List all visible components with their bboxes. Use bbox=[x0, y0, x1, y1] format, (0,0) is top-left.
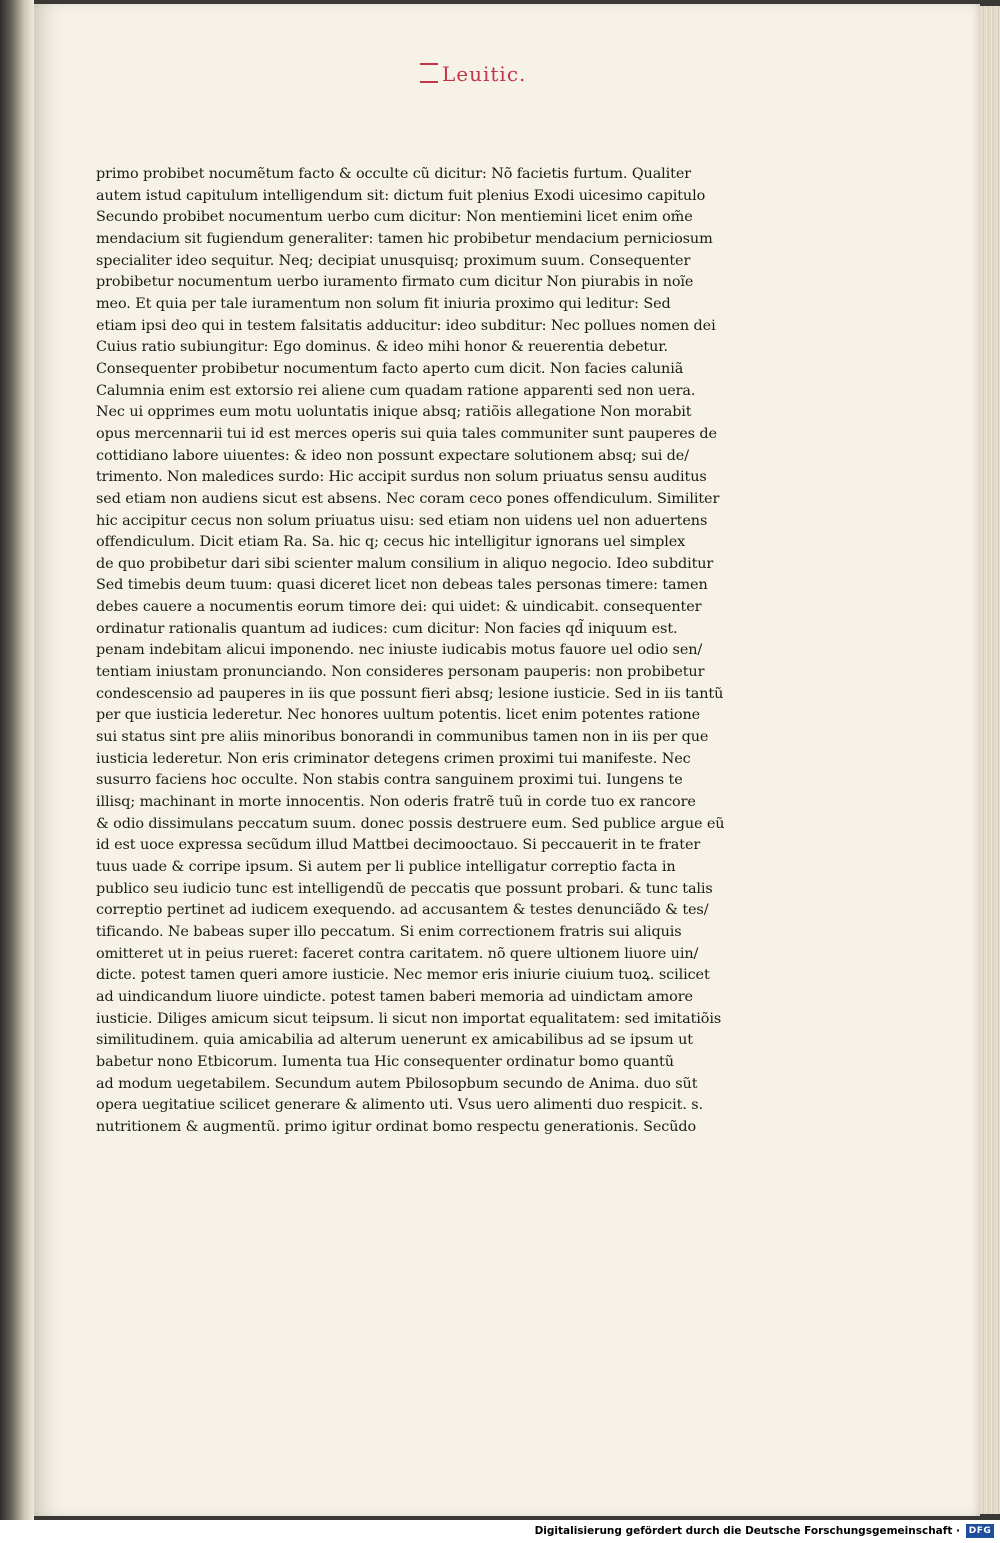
text-line: susurro faciens hoc occulte. Non stabis contra sanguinem proximi tui. Iungens te bbox=[96, 772, 683, 789]
text-line: sed etiam non audiens sicut est absens. Nec coram ceco pones offendiculum. Similiter bbox=[96, 490, 720, 507]
text-line: Consequenter probibetur nocumentum facto aperto cum dicit. Non facies caluniã bbox=[96, 360, 684, 377]
rubricated-initial bbox=[420, 63, 438, 83]
body-text bbox=[96, 164, 736, 1139]
running-head-text: Leuitic. bbox=[442, 62, 527, 86]
text-line: hic accipitur cecus non solum priuatus uisu: sed etiam non uidens uel non aduertens bbox=[96, 512, 708, 529]
footer-credit-bar bbox=[0, 1520, 1000, 1543]
text-line: ordinatur rationalis quantum ad iudices: cum dicitur: Non facies qd̃ iniquum est. bbox=[96, 620, 678, 637]
text-line: & odio dissimulans peccatum suum. donec possis destruere eum. Sed publice argue eũ bbox=[96, 815, 725, 832]
text-line: opus mercennarii tui id est merces operis sui quia tales communiter sunt pauperes de bbox=[96, 425, 717, 442]
facing-page-edge bbox=[0, 0, 34, 1520]
text-line: de quo probibetur dari sibi scienter malum consilium in aliquo negocio. Ideo subditur bbox=[96, 555, 714, 572]
text-line: sui status sint pre aliis minoribus bonorandi in communibus tamen non in iis per que bbox=[96, 729, 709, 746]
text-line: id est uoce expressa secũdum illud Mattbei decimooctauo. Si peccauerit in te frater bbox=[96, 837, 701, 854]
book-page bbox=[34, 4, 980, 1516]
text-line: ad uindicandum liuore uindicte. potest tamen baberi memoria ad uindictam amore bbox=[96, 988, 693, 1005]
text-line: Nec ui opprimes eum motu uoluntatis inique absq; ratiõis allegatione Non morabit bbox=[96, 404, 692, 421]
text-line: illisq; machinant in morte innocentis. Non oderis fratrẽ tuũ in corde tuo ex rancore bbox=[96, 794, 696, 811]
text-line: Calumnia enim est extorsio rei aliene cum quadam ratione apparenti sed non uera. bbox=[96, 382, 696, 399]
text-line: autem istud capitulum intelligendum sit: dictum fuit plenius Exodi uicesimo capitulo bbox=[96, 187, 706, 204]
text-line: tificando. Ne babeas super illo peccatum. Si enim correctionem fratris sui aliquis bbox=[96, 923, 682, 940]
text-line: offendiculum. Dicit etiam Ra. Sa. hic q; cecus hic intelligitur ignorans uel simplex bbox=[96, 534, 686, 551]
text-line: tentiam iniustam pronunciando. Non consideres personam pauperis: non probibetur bbox=[96, 664, 705, 681]
text-line: condescensio ad pauperes in iis que possunt fieri absq; lesione iusticie. Sed in iis tantũ bbox=[96, 685, 724, 702]
text-line: opera uegitatiue scilicet generare & alimento uti. Vsus uero alimenti duo respicit. s. bbox=[96, 1097, 704, 1114]
text-line: specialiter ideo sequitur. Neq; decipiat unusquisq; proximum suum. Consequenter bbox=[96, 252, 691, 269]
text-line: babetur nono Etbicorum. Iumenta tua Hic consequenter ordinatur bomo quantũ bbox=[96, 1053, 674, 1070]
text-line: dicte. potest tamen queri amore iusticie. Nec memor eris iniurie ciuium tuoꝝ. scilicet bbox=[96, 967, 710, 984]
text-line: primo probibet nocumẽtum facto & occulte cũ dicitur: Nõ facietis furtum. Qualiter bbox=[96, 166, 692, 182]
text-line: trimento. Non maledices surdo: Hic accipit surdus non solum priuatus sensu auditus bbox=[96, 469, 707, 486]
text-line: ad modum uegetabilem. Secundum autem Pbilosopbum secundo de Anima. duo sũt bbox=[96, 1075, 698, 1092]
text-line: tuus uade & corripe ipsum. Si autem per li publice intelligatur correptio facta in bbox=[96, 859, 676, 875]
dfg-logo: DFG bbox=[966, 1524, 994, 1538]
text-line: debes cauere a nocumentis eorum timore dei: qui uidet: & uindicabit. consequenter bbox=[96, 599, 702, 616]
text-line: penam indebitam alicui imponendo. nec iniuste iudicabis motus fauore uel odio sen/ bbox=[96, 642, 703, 659]
text-line: publico seu iudicio tunc est intelligendũ de peccatis que possunt probari. & tunc talis bbox=[96, 880, 713, 897]
text-line: Secundo probibet nocumentum uerbo cum dicitur: Non mentiemini licet enim om̃e bbox=[96, 209, 693, 226]
text-line: mendacium sit fugiendum generaliter: tamen hic probibetur mendacium perniciosum bbox=[96, 230, 713, 247]
text-line: omitteret ut in peius rueret: faceret contra caritatem. nõ quere ultionem liuore uin/ bbox=[96, 945, 699, 962]
text-line: Cuius ratio subiungitur: Ego dominus. & ideo mihi honor & reuerentia debetur. bbox=[96, 339, 668, 356]
text-line: cottidiano labore uiuentes: & ideo non possunt expectare solutionem absq; sui de/ bbox=[96, 447, 689, 464]
text-line: etiam ipsi deo qui in testem falsitatis adducitur: ideo subditur: Nec pollues nomen dei bbox=[96, 317, 716, 334]
text-line: iusticia lederetur. Non eris criminator detegens crimen proximi tui manifeste. Nec bbox=[96, 750, 691, 767]
running-head bbox=[420, 62, 526, 86]
text-line: similitudinem. quia amicabilia ad alterum uenerunt ex amicabilibus ad se ipsum ut bbox=[96, 1032, 693, 1049]
page-fore-edge bbox=[980, 6, 1000, 1514]
text-line: Sed timebis deum tuum: quasi diceret licet non debeas tales personas timere: tamen bbox=[96, 577, 708, 594]
text-line: meo. Et quia per tale iuramentum non solum fit iniuria proximo qui leditur: Sed bbox=[96, 295, 671, 312]
footer-credit-text: Digitalisierung gefördert durch die Deutsche Forschungsgemeinschaft · bbox=[534, 1525, 960, 1537]
text-line: nutritionem & augmentũ. primo igitur ordinat bomo respectu generationis. Secũdo bbox=[96, 1118, 697, 1135]
text-line: correptio pertinet ad iudicem exequendo. ad accusantem & testes denunciãdo & tes/ bbox=[96, 902, 709, 919]
text-line: probibetur nocumentum uerbo iuramento firmato cum dicitur Non piurabis in noĩe bbox=[96, 274, 694, 291]
text-line: per que iusticia lederetur. Nec honores uultum potentis. licet enim potentes ratione bbox=[96, 707, 701, 724]
facing-page-text-fragment bbox=[1, 170, 27, 870]
text-line: iusticie. Diliges amicum sicut teipsum. li sicut non importat equalitatem: sed imitatiõis bbox=[96, 1010, 722, 1027]
